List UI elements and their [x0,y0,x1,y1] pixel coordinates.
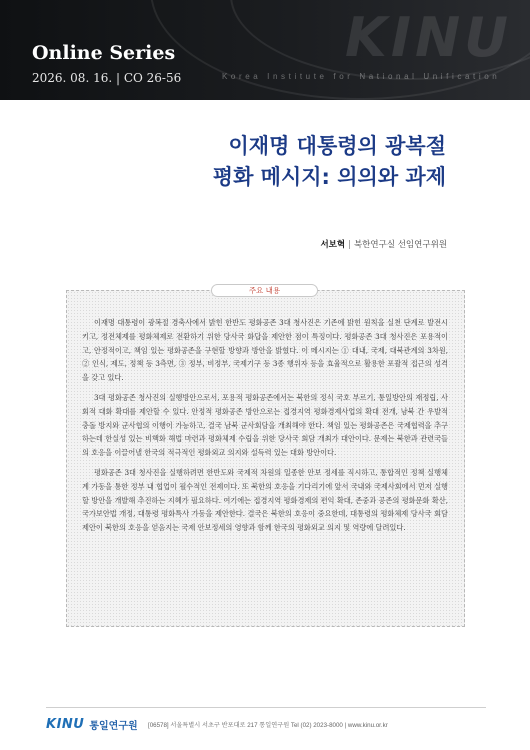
footer-logo [46,715,138,733]
page-title [0,131,446,193]
summary-paragraph: 평화공존 3대 청사진을 실행하려면 한반도와 국제적 차원의 일종한 안보 정세를 직시하고, 통합적인 정책 실행체계 가동을 통한 정부 내 협업이 필수적인 전제이다. 또 북한의 호응을 기다리기에 앞서 국내와 국제사회에서 먼저 실행할 방안을 개발해 추진하는 지혜가 필요하다. 여기에는 접경지역 평화경제의 편익 확대, 존중과 공존의 평화문화 확산, 국가보안법 개정, 대통령 평화특사 가동을 제안한다. 결국은 북한의 호응이 중요한데, 대통령의 평화체제 당사국 회담 제안이 북한의 호응을 얻음지는 국제 안보정세의 영향과 함께 한국의 평화외교 의지 및 역량에 달려있다. [82,467,448,533]
kinu-watermark-logo: KINU [345,6,512,69]
kinu-logo-icon: KINU [46,716,85,732]
summary-paragraph: 3대 평화공존 청사진의 실행방안으로서, 포용적 평화공존에서는 북한의 정식 국호 부르기, 통일방안의 재정립, 사회적 대화 확대를 제안할 수 있다. 안정적 평화공존 방안으로는 접경지역 평화경제사업의 확대 전개, 남북 간 우발적 충돌 방지와 군사협의 이행이 가능하고, 결국 남북 군사회담을 개최해야 한다. 책임 있는 평화공존은 국제협력을 추구하는데 한실성 있는 비핵화 해법 마련과 평화체제 수립을 위한 당사국 회담 개최가 대안이다. 문제는 북한과 관련국들의 호응을 이끌어낼 한국의 적극적인 평화외교 의지와 설득력 있는 대화 방안이다. [82,392,448,458]
series-date-code: 2026. 08. 16. | CO 26-56 [32,71,182,85]
institute-name-line: Korea Institute for National Unification [222,72,501,81]
author-separator: | [348,240,351,250]
title-line-1: 이재명 대통령의 광복절 [228,134,446,158]
series-title: Online Series [32,42,176,64]
summary-paragraph: 이재명 대통령이 광복절 경축사에서 밝힌 한반도 평화공존 3대 청사진은 기존에 밝힌 원칙을 실천 단계로 발전시키고, 정전체제를 평화체제로 전환하기 위한 당사국 화답을 제안한 점이 특징이다. 평화공존 3대 청사진은 포용적이고, 안정적이고, 책임 있는 평화공존을 구현할 방향과 방안을 밝혔다. 이 메시지는 ① 대내, 국제, 대북관계의 3차원, ② 인식, 제도, 정책 등 3측면, ③ 정부, 비정부, 국제기구 등 3종 행위자 등을 효율적으로 활용한 포괄적 접근의 성격을 갖고 있다. [82,318,448,383]
summary-tab-label: 주요 내용 [211,284,318,297]
header-banner [0,0,530,100]
author-affiliation: 북한연구실 선임연구위원 [353,240,447,250]
footer-divider [46,707,486,708]
summary-text [82,316,448,541]
author-line [320,238,447,250]
title-line-2: 평화 메시지: 의의와 과제 [212,165,446,189]
footer-org-name: 통일연구원 [89,720,138,732]
author-name: 서보혁 [320,240,346,250]
footer-address: [06578] 서울특별시 서초구 반포대로 217 통일연구원 Tel (02) 2023-8000 | www.kinu.or.kr [148,722,388,729]
